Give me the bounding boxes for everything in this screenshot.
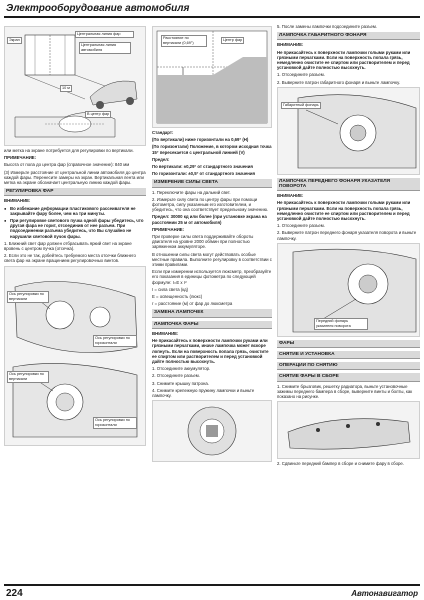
bulb-warning-text: Не прикасайтесь к поверхности лампочки руками или грязными перчатками, иначе лампочка может вскоре лопнуть. Если на поверхность попала грязь, очистите ее спиртом или растворителем и перед установкой дайте полностью высохнуть. [152, 338, 269, 364]
warning-title-3: ВНИМАНИЕ: [277, 42, 304, 48]
subsection-removal-installation: СНЯТИЕ И УСТАНОВКА [277, 351, 420, 359]
parking-step-1: 1. Отсоедините разъем. [277, 72, 325, 78]
vertical-distance-label: Расстояние по вертикали (0,69°) [161, 35, 207, 47]
note-text: Высота от пола до центра фар (справочное значение): 840 мм [4, 162, 130, 168]
bumper-drawing [278, 402, 419, 458]
formula-line-2: E = освещенность (люкс) [152, 294, 203, 300]
note-text-2b: В отношении силы света могут действовать особые местные правила. Выполните регулировку в соответствии с этими правилами. [152, 251, 272, 268]
subsection-removal-operations: ОПЕРАЦИИ ПО СНЯТИЮ [277, 362, 420, 370]
column-2 [152, 24, 272, 464]
section-headlamps: ФАРЫ [277, 340, 420, 348]
section-turn-signal-lamp: ЛАМПОЧКА ПЕРЕДНЕГО ФОНАРЯ УКАЗАТЕЛЯ ПОВОРОТА [277, 178, 420, 191]
removal-step-2: 2. Сдвиньте передний бампер в сборе и снимите фару в сборе. [277, 461, 405, 467]
publisher-name: Автонавигатор [351, 589, 418, 598]
formula-line-1: I = сила света (кд) [152, 286, 189, 292]
standard-title: Стандарт: [152, 130, 174, 135]
headlamp-bulb-figure [152, 400, 272, 462]
bulb-step-3: 3. Снимите крышку патрона. [152, 380, 209, 386]
subsection-headlamp-assembly: СНЯТИЕ ФАРЫ В СБОРЕ [277, 373, 420, 381]
section-light-intensity: ИЗМЕРЕНИЕ СИЛЫ СВЕТА [152, 179, 272, 187]
headlamp-center-label: Центр фар [221, 37, 244, 44]
header-rule [4, 16, 420, 18]
parking-step-2: 2. Выверните патрон габаритного фонаря и выньте лампочку. [277, 79, 400, 85]
screen-setup-figure [4, 26, 146, 146]
warning-title-4: ВНИМАНИЕ: [277, 193, 304, 199]
screen-label: Экран [7, 37, 22, 44]
center-line-vehicle-label: Центральная линия автомобиля [79, 42, 131, 54]
vertical-axis-label-top: Ось регулировки по вертикали [7, 291, 49, 303]
note-title: ПРИМЕЧАНИЕ: [4, 155, 37, 161]
parking-lamp-label: Габаритный фонарь [281, 102, 321, 109]
removal-step-1: 1. Снимите брызговик, решетку радиатора, выньте установочные зажимы переднего бампера в сборе, выверните винты и болты, как показано на рисунке. [277, 383, 413, 400]
adjust-step-1: 1. Ближний свет фар должен отбрасывать яркий свет на экране вровень с центром пучка (отсечка). [4, 240, 132, 252]
distance-label: 10 м [60, 85, 72, 92]
measure-step-1: 1. Переключите фары на дальний свет. [152, 189, 231, 195]
measure-step-2: 2. Измерьте силу света по центру фары при помощи фотометра, силу указанным его изготовителем, и убедитесь, что она соответствует предельному значению. [152, 196, 269, 213]
note-text-2a: При проверке силы света поддерживайте обороты двигателя на уровне 2000 об/мин при полностью заряженном аккумуляторе. [152, 234, 254, 250]
bulb-step-1: 1. Отсоедините аккумулятор. [152, 366, 211, 372]
section-bulb-replacement: ЗАМЕНА ЛАМПОЧЕК [152, 309, 272, 317]
standard-horizontal: (По горизонтали) Положение, в котором исходная точка 15° пересекается с центральной линией (V) [152, 144, 272, 155]
warning-item-2: ● При регулировке светового пучка одной фары убедитесь, что другая фара не горит, отсоединив от нее разъем. При подсоединении разъема убедитесь, что Вы случайно не нарушили световой пучок фары. [4, 218, 146, 239]
section-headlamp-adjustment: РЕГУЛИРОВКА ФАР [4, 188, 146, 196]
parking-lamp-warning: Не прикасайтесь к поверхности лампочки голыми руками или грязными перчатками. Если на поверхность попала грязь, немедленно очистите ее спиртом или растворителем и перед установкой дайте полностью высохнуть. [277, 49, 411, 71]
warning-title: ВНИМАНИЕ: [4, 198, 31, 204]
bulb-step-4: 4. Снимите крепежную пружину лампочки и выньте лампочку. [152, 387, 255, 398]
warning-title-2: ВНИМАНИЕ: [152, 330, 179, 336]
section-parking-lamp: ЛАМПОЧКА ГАБАРИТНОГО ФОНАРЯ [277, 32, 420, 40]
page-number: 224 [6, 588, 23, 599]
horizontal-axis-label-bottom: Ось регулировки по горизонтали [93, 417, 137, 429]
warning-item-1: ● Во избежание деформации пластикового рассеивателя не закрывайте фару более, чем на три минуты. [4, 206, 146, 216]
column-1 [4, 24, 146, 448]
horizontal-axis-label-top: Ось регулировки по горизонтали [93, 335, 137, 347]
step-5-text: 5. После замены лампочки подсоедините разъем. [277, 24, 378, 29]
limit-title: Предел: [152, 156, 170, 162]
vertical-axis-label-bottom: Ось регулировки по вертикали [7, 371, 49, 383]
center-of-headlamp-label: В центр фар [85, 111, 111, 118]
adjust-step-2: 2. Если это не так, добейтесь требуемого места отсечки ближнего света фар на экране вращением регулировочных винтов. [4, 253, 136, 264]
intro-text: или метка на экране потребуется для регулировки по вертикали. [4, 148, 134, 153]
turn-signal-figure [277, 243, 420, 337]
step-3-text: (3) Измерьте расстояние от центральной линии автомобиля до центра каждой фары. Перенесите замеры на экран. Вертикальная лента или метка на экране обозначает центральную линию каждой фары. [4, 169, 146, 186]
turn-step-2: 2. Выверните патрон переднего фонаря указателя поворота и выньте лампочку. [277, 230, 417, 241]
parking-lamp-figure [277, 87, 420, 175]
adjust-screws-figure [4, 266, 146, 446]
parking-lamp-drawing [278, 88, 419, 174]
subsection-headlamp-bulb: ЛАМПОЧКА ФАРЫ [152, 321, 272, 329]
turn-step-1: 1. Отсоедините разъем. [277, 223, 325, 229]
turn-signal-warning: Не прикасайтесь к поверхности лампочки голыми руками или грязными перчатками. Если на поверхность попала грязь, немедленно очистите ее спиртом или растворителем и перед установкой дайте полностью высохнуть. [277, 200, 411, 222]
bumper-figure [277, 401, 420, 459]
intensity-limit: Предел: 30000 кд или более (при установке экрана на расстоянии 25 м от автомобиля) [152, 214, 267, 225]
turn-signal-label: Передний фонарь указателя поворота [314, 318, 368, 330]
footer-rule [4, 584, 420, 586]
note-title-2: ПРИМЕЧАНИЕ: [152, 226, 185, 232]
standard-vertical: (По вертикали) ниже горизонтали на 0,69° (Н) [152, 137, 249, 143]
bulb-step-2: 2. Отсоедините разъем. [152, 373, 200, 379]
center-line-headlamp-label: Центральная линия фар [75, 31, 134, 38]
note-text-2c: Если при измерении используется люксметр, преобразуйте его показания в единицы фотометра по следующей формуле: I=E x r² [152, 269, 272, 285]
beam-cutoff-figure [152, 26, 272, 128]
limit-vertical: По вертикали: ±0,29° от стандартного значения [152, 164, 253, 170]
limit-horizontal: По горизонтали: ±0,5° от стандартного значения [152, 171, 256, 177]
headlamp-bulb-drawing [153, 401, 271, 461]
column-3 [277, 24, 420, 468]
page-header-title: Электрооборудование автомобиля [6, 3, 190, 14]
formula-line-3: r = расстояние (м) от фар до люксметра [152, 301, 233, 307]
